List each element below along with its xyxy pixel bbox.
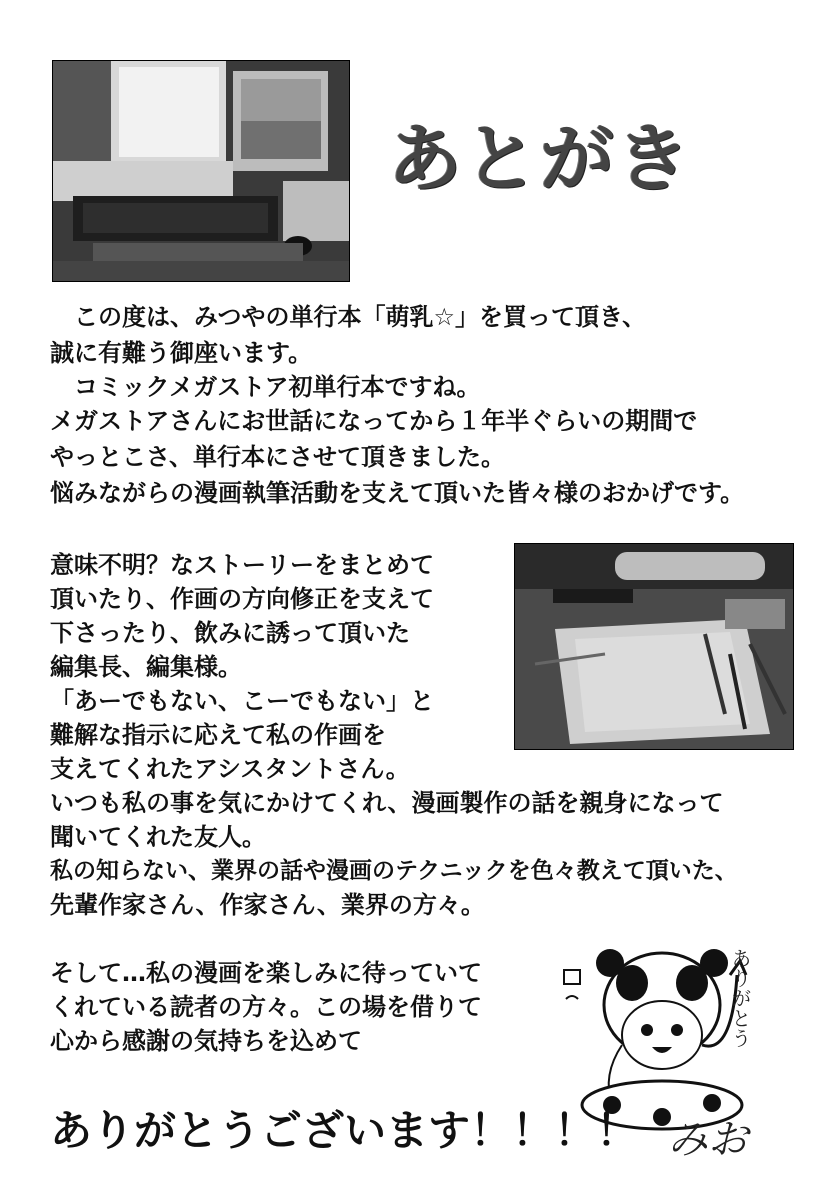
text-line: 支えてくれたアシスタントさん。 (50, 755, 410, 783)
text-line: 先輩作家さん、作家さん、業界の方々。 (50, 891, 485, 919)
text-line: 編集長、編集様。 (50, 653, 242, 681)
text-line: メガストアさんにお世話になってから１年半ぐらいの期間で (50, 407, 698, 435)
text-line: 私の知らない、業界の話や漫画のテクニックを色々教えて頂いた、 (50, 858, 738, 884)
text-line: そして…私の漫画を楽しみに待っていて (50, 959, 482, 987)
text-line: くれている読者の方々。この場を借りて (50, 993, 482, 1021)
desk-photo-drawing (53, 61, 349, 281)
page-title: あとがき (388, 116, 692, 202)
text-line: 意味不明？なストーリーをまとめて (50, 551, 434, 579)
text-line: 誠に有難う御座います。 (50, 339, 313, 367)
illustration-speech-text: ありがとう (728, 948, 752, 1048)
text-line: やっとこさ、単行本にさせて頂きました。 (50, 443, 506, 471)
drawing-tools-photo (514, 543, 794, 750)
drawing-tools-photo-drawing (515, 544, 793, 749)
text-line: コミックメガストア初単行本ですね。 (50, 373, 481, 401)
text-line: 悩みながらの漫画執筆活動を支えて頂いた皆々様のおかげです。 (50, 479, 745, 507)
closing-thanks: ありがとうございます！！！！ (50, 1106, 639, 1155)
text-line: いつも私の事を気にかけてくれ、漫画製作の話を親身になって (50, 789, 724, 817)
author-signature: みお (668, 1117, 748, 1163)
text-line: 頂いたり、作画の方向修正を支えて (50, 585, 434, 613)
text-line: 「あーでもない、こーでもない」と (50, 687, 434, 715)
text-line: 難解な指示に応えて私の作画を (50, 721, 386, 749)
text-line: 聞いてくれた友人。 (50, 823, 266, 851)
desk-photo (52, 60, 350, 282)
text-line: 下さったり、飲みに誘って頂いた (50, 619, 410, 647)
text-line: この度は、みつやの単行本「萌乳☆」を買って頂き、 (50, 303, 647, 331)
text-line: 心から感謝の気持ちを込めて (50, 1027, 362, 1055)
